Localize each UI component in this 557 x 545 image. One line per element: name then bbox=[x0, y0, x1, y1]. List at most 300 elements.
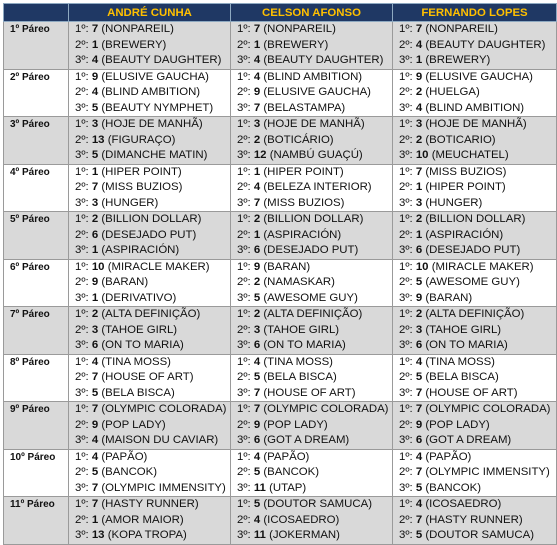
pick-line bbox=[393, 323, 556, 339]
pick-line bbox=[69, 53, 230, 69]
horse-number: 13 bbox=[91, 529, 105, 541]
pick-position: 2º: bbox=[237, 371, 251, 383]
horse-name: (NONPAREIL) bbox=[425, 23, 498, 35]
pick-position: 2º: bbox=[75, 133, 89, 146]
picks-cell-celson-afonso bbox=[231, 354, 393, 402]
horse-number: 5 bbox=[91, 466, 99, 478]
horse-number: 6 bbox=[253, 244, 261, 256]
pick-position: 2º: bbox=[399, 466, 413, 478]
pick-line bbox=[231, 228, 392, 244]
pick-position: 2º: bbox=[75, 228, 89, 241]
horse-name: (MIRACLE MAKER) bbox=[107, 260, 210, 273]
horse-number: 3 bbox=[91, 118, 99, 130]
horse-name: (FIGURAÇO) bbox=[107, 133, 176, 146]
horse-number: 3 bbox=[253, 118, 261, 130]
pick-position: 1º: bbox=[399, 260, 413, 273]
pick-position: 2º: bbox=[399, 418, 413, 431]
horse-number: 5 bbox=[415, 276, 423, 288]
pick-line bbox=[69, 212, 230, 228]
horse-number: 2 bbox=[91, 213, 99, 225]
pick-line bbox=[231, 70, 392, 86]
pick-line bbox=[231, 212, 392, 228]
horse-name: (GOT A DREAM) bbox=[425, 434, 512, 446]
horse-name: (HUNGER) bbox=[101, 196, 159, 209]
picks-cell-andre-cunha bbox=[69, 259, 231, 307]
picks-cell-celson-afonso bbox=[231, 259, 393, 307]
horse-number: 4 bbox=[91, 434, 99, 446]
pick-line bbox=[393, 148, 556, 164]
pick-line bbox=[231, 148, 392, 164]
pick-position: 1º: bbox=[237, 118, 251, 130]
pick-line bbox=[231, 307, 392, 323]
picks-cell-andre-cunha bbox=[69, 69, 231, 117]
horse-number: 1 bbox=[253, 165, 261, 178]
picks-cell-fernando-lopes bbox=[393, 22, 557, 70]
pick-line bbox=[69, 465, 230, 481]
horse-name: (BLIND AMBITION) bbox=[101, 86, 201, 98]
horse-name: (OLYMPIC COLORADA) bbox=[101, 403, 227, 415]
pick-line bbox=[69, 196, 230, 212]
horse-name: (ASPIRACIÓN) bbox=[425, 228, 504, 241]
pick-position: 2º: bbox=[75, 86, 89, 98]
pick-position: 3º: bbox=[75, 386, 89, 399]
horse-number: 2 bbox=[415, 133, 423, 146]
pick-position: 1º: bbox=[399, 165, 413, 178]
horse-name: (BELA BISCA) bbox=[101, 386, 175, 399]
pick-line bbox=[393, 355, 556, 371]
horse-number: 1 bbox=[415, 228, 423, 241]
header-celson-afonso: CELSON AFONSO bbox=[231, 4, 393, 22]
pick-line bbox=[393, 196, 556, 212]
pick-position: 2º: bbox=[237, 466, 251, 478]
horse-name: (ON TO MARIA) bbox=[425, 339, 508, 351]
pick-position: 1º: bbox=[237, 308, 251, 320]
pick-position: 3º: bbox=[75, 101, 89, 114]
race-label: 7º Páreo bbox=[4, 307, 69, 355]
horse-number: 4 bbox=[91, 450, 99, 463]
horse-name: (AMOR MAIOR) bbox=[101, 513, 184, 526]
horse-number: 5 bbox=[253, 371, 261, 383]
race-row bbox=[4, 212, 557, 260]
horse-name: (HUNGER) bbox=[425, 196, 483, 209]
horse-number: 6 bbox=[253, 339, 261, 351]
pick-position: 3º: bbox=[399, 529, 413, 541]
horse-number: 3 bbox=[415, 323, 423, 336]
horse-name: (BELA BISCA) bbox=[263, 371, 337, 383]
pick-line bbox=[231, 450, 392, 466]
horse-name: (BILLION DOLLAR) bbox=[263, 213, 364, 225]
picks-cell-andre-cunha bbox=[69, 22, 231, 70]
horse-number: 12 bbox=[253, 149, 267, 161]
pick-line bbox=[69, 38, 230, 54]
horse-number: 10 bbox=[415, 149, 429, 161]
horse-number: 9 bbox=[253, 86, 261, 98]
horse-number: 7 bbox=[415, 23, 423, 35]
race-row bbox=[4, 69, 557, 117]
horse-number: 7 bbox=[253, 386, 261, 399]
pick-position: 3º: bbox=[237, 339, 251, 351]
horse-name: (ASPIRACIÓN) bbox=[263, 228, 342, 241]
race-row bbox=[4, 449, 557, 497]
horse-number: 11 bbox=[253, 529, 266, 541]
horse-name: (MEUCHATEL) bbox=[431, 149, 509, 161]
horse-name: (BEAUTY DAUGHTER) bbox=[263, 54, 384, 66]
pick-line bbox=[231, 291, 392, 307]
horse-name: (OLYMPIC COLORADA) bbox=[263, 403, 389, 415]
horse-number: 1 bbox=[91, 513, 99, 526]
horse-name: (HUELGA) bbox=[425, 86, 480, 98]
header-fernando-lopes: FERNANDO LOPES bbox=[393, 4, 557, 22]
pick-line bbox=[393, 38, 556, 54]
horse-number: 4 bbox=[91, 355, 99, 368]
pick-position: 2º: bbox=[75, 418, 89, 431]
horse-name: (DERIVATIVO) bbox=[101, 291, 177, 304]
picks-cell-celson-afonso bbox=[231, 69, 393, 117]
pick-line bbox=[393, 307, 556, 323]
pick-position: 2º: bbox=[399, 276, 413, 288]
pick-line bbox=[69, 275, 230, 291]
picks-cell-celson-afonso bbox=[231, 117, 393, 165]
horse-name: (AWESOME GUY) bbox=[263, 291, 358, 304]
picks-cell-andre-cunha bbox=[69, 402, 231, 450]
pick-position: 2º: bbox=[237, 228, 251, 241]
pick-position: 2º: bbox=[237, 418, 251, 431]
horse-name: (BANCOK) bbox=[425, 481, 482, 494]
horse-name: (BELA BISCA) bbox=[425, 371, 499, 383]
pick-line bbox=[393, 53, 556, 69]
horse-name: (ELUSIVE GAUCHA) bbox=[425, 70, 533, 83]
horse-number: 9 bbox=[91, 276, 99, 288]
picks-cell-celson-afonso bbox=[231, 212, 393, 260]
pick-line bbox=[69, 260, 230, 276]
pick-position: 3º: bbox=[399, 54, 413, 66]
pick-line bbox=[393, 497, 556, 513]
horse-number: 7 bbox=[91, 403, 99, 415]
horse-number: 1 bbox=[91, 38, 99, 51]
picks-cell-celson-afonso bbox=[231, 449, 393, 497]
pick-line bbox=[393, 70, 556, 86]
horse-name: (PAPÃO) bbox=[425, 450, 472, 463]
pick-line bbox=[393, 513, 556, 529]
horse-number: 6 bbox=[91, 228, 99, 241]
pick-position: 3º: bbox=[399, 244, 413, 256]
horse-number: 7 bbox=[91, 23, 99, 35]
horse-number: 7 bbox=[415, 466, 423, 478]
race-row bbox=[4, 354, 557, 402]
horse-name: (HOJE DE MANHÃ) bbox=[425, 118, 527, 130]
horse-number: 5 bbox=[415, 371, 423, 383]
pick-position: 1º: bbox=[237, 403, 251, 415]
pick-line bbox=[69, 133, 230, 149]
pick-position: 2º: bbox=[399, 133, 413, 146]
pick-position: 2º: bbox=[399, 38, 413, 51]
horse-number: 6 bbox=[415, 244, 423, 256]
picks-cell-fernando-lopes bbox=[393, 117, 557, 165]
pick-position: 3º: bbox=[237, 386, 251, 399]
horse-number: 3 bbox=[91, 323, 99, 336]
horse-name: (DESEJADO PUT) bbox=[425, 244, 521, 256]
pick-line bbox=[393, 117, 556, 133]
pick-position: 2º: bbox=[75, 181, 89, 193]
pick-position: 1º: bbox=[399, 118, 413, 130]
pick-position: 1º: bbox=[399, 70, 413, 83]
pick-position: 3º: bbox=[75, 481, 89, 494]
pick-position: 1º: bbox=[75, 213, 89, 225]
horse-number: 3 bbox=[91, 196, 99, 209]
pick-position: 3º: bbox=[75, 244, 89, 256]
horse-name: (ICOSAEDRO) bbox=[263, 513, 340, 526]
pick-position: 2º: bbox=[237, 323, 251, 336]
pick-line bbox=[393, 528, 556, 544]
horse-name: (BLIND AMBITION) bbox=[425, 101, 525, 114]
picks-cell-celson-afonso bbox=[231, 164, 393, 212]
pick-position: 3º: bbox=[237, 54, 251, 66]
horse-number: 9 bbox=[253, 260, 261, 273]
pick-line bbox=[231, 418, 392, 434]
pick-line bbox=[393, 450, 556, 466]
pick-line bbox=[231, 338, 392, 354]
pick-line bbox=[393, 165, 556, 181]
pick-line bbox=[393, 180, 556, 196]
picks-cell-andre-cunha bbox=[69, 117, 231, 165]
pick-position: 2º: bbox=[237, 133, 251, 146]
pick-line bbox=[69, 497, 230, 513]
pick-line bbox=[69, 85, 230, 101]
race-label: 2º Páreo bbox=[4, 69, 69, 117]
horse-name: (POP LADY) bbox=[263, 418, 328, 431]
horse-number: 4 bbox=[253, 450, 261, 463]
pick-position: 3º: bbox=[237, 291, 251, 304]
horse-number: 13 bbox=[91, 133, 105, 146]
horse-number: 9 bbox=[415, 291, 423, 304]
picks-cell-celson-afonso bbox=[231, 307, 393, 355]
pick-line bbox=[69, 101, 230, 117]
pick-line bbox=[231, 465, 392, 481]
horse-name: (NONPAREIL) bbox=[101, 23, 174, 35]
pick-line bbox=[231, 260, 392, 276]
pick-line bbox=[393, 85, 556, 101]
picks-cell-celson-afonso bbox=[231, 402, 393, 450]
horse-name: (BREWERY) bbox=[425, 54, 491, 66]
race-rows bbox=[4, 22, 557, 545]
horse-name: (TAHOE GIRL) bbox=[425, 323, 502, 336]
pick-position: 2º: bbox=[75, 371, 89, 383]
pick-position: 1º: bbox=[75, 260, 89, 273]
pick-position: 1º: bbox=[237, 498, 251, 510]
horse-number: 4 bbox=[253, 181, 261, 193]
pick-position: 1º: bbox=[399, 308, 413, 320]
horse-name: (NONPAREIL) bbox=[263, 23, 336, 35]
horse-name: (ALTA DEFINIÇÃO) bbox=[101, 308, 201, 320]
pick-line bbox=[231, 117, 392, 133]
horse-number: 7 bbox=[91, 498, 99, 510]
race-row bbox=[4, 22, 557, 70]
picks-cell-andre-cunha bbox=[69, 164, 231, 212]
pick-line bbox=[393, 212, 556, 228]
pick-position: 2º: bbox=[399, 228, 413, 241]
pick-position: 1º: bbox=[75, 118, 89, 130]
pick-position: 3º: bbox=[237, 481, 251, 494]
pick-position: 3º: bbox=[237, 101, 251, 114]
horse-name: (BEAUTY DAUGHTER) bbox=[425, 38, 546, 51]
pick-line bbox=[69, 323, 230, 339]
pick-line bbox=[231, 53, 392, 69]
pick-line bbox=[393, 133, 556, 149]
horse-name: (DOUTOR SAMUCA) bbox=[263, 498, 372, 510]
picks-cell-fernando-lopes bbox=[393, 354, 557, 402]
horse-name: (BLIND AMBITION) bbox=[263, 70, 363, 83]
horse-number: 5 bbox=[415, 529, 423, 541]
horse-number: 1 bbox=[91, 165, 99, 178]
pick-position: 3º: bbox=[399, 386, 413, 399]
race-label: 10º Páreo bbox=[4, 449, 69, 497]
pick-line bbox=[69, 243, 230, 259]
horse-name: (BARAN) bbox=[263, 260, 311, 273]
pick-line bbox=[69, 307, 230, 323]
pick-position: 1º: bbox=[75, 70, 89, 83]
pick-line bbox=[231, 481, 392, 497]
pick-line bbox=[69, 148, 230, 164]
race-label: 3º Páreo bbox=[4, 117, 69, 165]
picks-cell-celson-afonso bbox=[231, 22, 393, 70]
pick-line bbox=[69, 117, 230, 133]
horse-number: 4 bbox=[415, 101, 423, 114]
horse-number: 2 bbox=[253, 213, 261, 225]
pick-line bbox=[393, 370, 556, 386]
horse-number: 5 bbox=[253, 498, 261, 510]
horse-number: 3 bbox=[415, 196, 423, 209]
pick-line bbox=[231, 513, 392, 529]
pick-position: 2º: bbox=[237, 86, 251, 98]
horse-name: (HOJE DE MANHÃ) bbox=[101, 118, 203, 130]
pick-line bbox=[69, 338, 230, 354]
pick-position: 1º: bbox=[399, 450, 413, 463]
horse-number: 7 bbox=[91, 371, 99, 383]
pick-position: 1º: bbox=[237, 213, 251, 225]
horse-name: (MIRACLE MAKER) bbox=[431, 260, 534, 273]
pick-position: 3º: bbox=[237, 434, 251, 446]
horse-name: (BELEZA INTERIOR) bbox=[263, 181, 372, 193]
race-label: 5º Páreo bbox=[4, 212, 69, 260]
pick-line bbox=[231, 355, 392, 371]
pick-line bbox=[231, 528, 392, 544]
pick-position: 3º: bbox=[75, 529, 89, 541]
horse-name: (ELUSIVE GAUCHA) bbox=[101, 70, 209, 83]
pick-line bbox=[231, 433, 392, 449]
horse-number: 3 bbox=[415, 118, 423, 130]
horse-number: 5 bbox=[253, 466, 261, 478]
pick-position: 1º: bbox=[75, 308, 89, 320]
pick-position: 3º: bbox=[75, 291, 89, 304]
pick-position: 3º: bbox=[75, 54, 89, 66]
horse-name: (PAPÃO) bbox=[263, 450, 310, 463]
pick-position: 2º: bbox=[399, 513, 413, 526]
horse-number: 1 bbox=[91, 244, 99, 256]
pick-line bbox=[231, 323, 392, 339]
horse-number: 4 bbox=[415, 450, 423, 463]
pick-position: 2º: bbox=[237, 38, 251, 51]
pick-line bbox=[69, 165, 230, 181]
horse-number: 7 bbox=[415, 513, 423, 526]
horse-name: (DESEJADO PUT) bbox=[101, 228, 197, 241]
horse-name: (MAISON DU CAVIAR) bbox=[101, 434, 219, 446]
pick-line bbox=[69, 433, 230, 449]
horse-number: 9 bbox=[91, 70, 99, 83]
pick-position: 2º: bbox=[75, 513, 89, 526]
horse-name: (BANCOK) bbox=[101, 466, 158, 478]
horse-name: (ELUSIVE GAUCHA) bbox=[263, 86, 371, 98]
pick-position: 2º: bbox=[75, 323, 89, 336]
picks-cell-andre-cunha bbox=[69, 354, 231, 402]
pick-position: 3º: bbox=[237, 149, 251, 161]
pick-position: 3º: bbox=[237, 196, 251, 209]
horse-number: 2 bbox=[253, 308, 261, 320]
horse-number: 7 bbox=[415, 165, 423, 178]
horse-name: (MISS BUZIOS) bbox=[263, 196, 345, 209]
pick-position: 3º: bbox=[75, 196, 89, 209]
picks-cell-fernando-lopes bbox=[393, 402, 557, 450]
horse-name: (AWESOME GUY) bbox=[425, 276, 520, 288]
pick-line bbox=[393, 291, 556, 307]
horse-name: (DIMANCHE MATIN) bbox=[101, 149, 208, 161]
horse-number: 10 bbox=[415, 260, 429, 273]
pick-position: 1º: bbox=[399, 213, 413, 225]
pick-position: 2º: bbox=[399, 86, 413, 98]
pick-line bbox=[231, 497, 392, 513]
horse-number: 4 bbox=[91, 54, 99, 66]
picks-cell-andre-cunha bbox=[69, 449, 231, 497]
pick-line bbox=[231, 196, 392, 212]
horse-name: (BILLION DOLLAR) bbox=[101, 213, 202, 225]
race-picks-table bbox=[3, 3, 557, 545]
horse-name: (TAHOE GIRL) bbox=[263, 323, 340, 336]
horse-number: 3 bbox=[253, 323, 261, 336]
pick-position: 1º: bbox=[399, 498, 413, 510]
header-corner bbox=[4, 4, 69, 22]
pick-line bbox=[69, 418, 230, 434]
horse-number: 9 bbox=[415, 418, 423, 431]
horse-number: 1 bbox=[415, 54, 423, 66]
horse-name: (BREWERY) bbox=[101, 38, 167, 51]
horse-name: (GOT A DREAM) bbox=[263, 434, 350, 446]
race-row bbox=[4, 402, 557, 450]
race-row bbox=[4, 117, 557, 165]
horse-number: 7 bbox=[253, 196, 261, 209]
pick-position: 1º: bbox=[237, 165, 251, 178]
pick-line bbox=[231, 370, 392, 386]
pick-position: 3º: bbox=[399, 149, 413, 161]
horse-name: (OLYMPIC COLORADA) bbox=[425, 403, 551, 415]
pick-position: 3º: bbox=[75, 149, 89, 161]
horse-name: (ON TO MARIA) bbox=[101, 339, 184, 351]
horse-number: 5 bbox=[253, 291, 261, 304]
pick-line bbox=[69, 370, 230, 386]
horse-number: 7 bbox=[91, 481, 99, 494]
race-row bbox=[4, 259, 557, 307]
picks-cell-andre-cunha bbox=[69, 212, 231, 260]
pick-line bbox=[393, 228, 556, 244]
pick-line bbox=[393, 338, 556, 354]
picks-cell-fernando-lopes bbox=[393, 449, 557, 497]
picks-cell-fernando-lopes bbox=[393, 212, 557, 260]
race-label: 9º Páreo bbox=[4, 402, 69, 450]
pick-line bbox=[393, 402, 556, 418]
horse-number: 2 bbox=[415, 86, 423, 98]
horse-number: 4 bbox=[415, 498, 423, 510]
pick-position: 2º: bbox=[75, 38, 89, 51]
horse-number: 5 bbox=[91, 149, 99, 161]
horse-name: (JOKERMAN) bbox=[269, 529, 340, 541]
